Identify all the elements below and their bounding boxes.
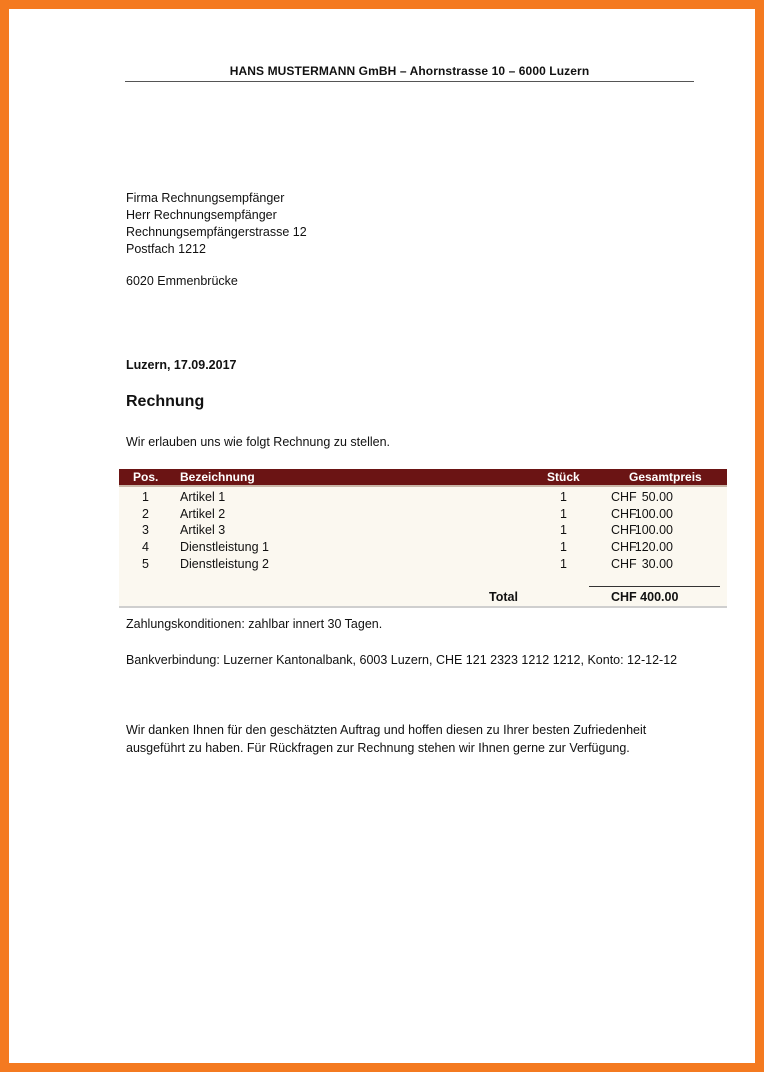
table-row xyxy=(119,490,727,506)
payment-terms: Zahlungskonditionen: zahlbar innert 30 Tagen. xyxy=(126,617,383,631)
table-row xyxy=(119,540,727,556)
table-row xyxy=(119,523,727,539)
cell-stueck: 1 xyxy=(560,557,567,571)
cell-bezeichnung: Dienstleistung 2 xyxy=(180,557,269,571)
cell-pos: 5 xyxy=(142,557,149,571)
table-row xyxy=(119,507,727,523)
col-header-gesamtpreis: Gesamtpreis xyxy=(629,470,702,484)
date-line: Luzern, 17.09.2017 xyxy=(126,358,237,372)
document-title: Rechnung xyxy=(126,393,205,410)
cell-currency: CHF xyxy=(611,507,637,521)
cell-amount: 50.00 xyxy=(641,490,673,504)
cell-amount: 100.00 xyxy=(634,523,673,537)
recipient-line: Postfach 1212 xyxy=(126,242,206,256)
cell-currency: CHF xyxy=(611,540,637,554)
cell-currency: CHF xyxy=(611,557,637,571)
recipient-line: Herr Rechnungsempfänger xyxy=(126,208,277,222)
cell-stueck: 1 xyxy=(560,490,567,504)
cell-currency: CHF xyxy=(611,490,637,504)
total-label: Total xyxy=(489,590,518,604)
recipient-line: Firma Rechnungsempfänger xyxy=(126,191,285,205)
recipient-line: Rechnungsempfängerstrasse 12 xyxy=(126,225,307,239)
closing-text: Wir danken Ihnen für den geschätzten Auftrag und hoffen diesen zu Ihrer besten Zufriedenheit ausgeführt zu haben. Für Rückfragen zur Rechnung stehen wir Ihnen gerne zur Verfügung. xyxy=(126,723,647,755)
cell-bezeichnung: Artikel 3 xyxy=(180,523,226,537)
cell-bezeichnung: Artikel 2 xyxy=(180,507,226,521)
col-header-stueck: Stück xyxy=(547,470,580,484)
header-divider xyxy=(125,81,694,82)
recipient-city: 6020 Emmenbrücke xyxy=(126,274,238,288)
table-header xyxy=(119,469,727,487)
total-divider xyxy=(589,586,720,587)
recipient-address xyxy=(126,190,307,258)
cell-pos: 4 xyxy=(142,540,149,554)
cell-amount: 120.00 xyxy=(634,540,673,554)
cell-pos: 2 xyxy=(142,507,149,521)
cell-stueck: 1 xyxy=(560,523,567,537)
cell-bezeichnung: Artikel 1 xyxy=(180,490,226,504)
cell-pos: 3 xyxy=(142,523,149,537)
intro-text: Wir erlauben uns wie folgt Rechnung zu stellen. xyxy=(126,435,391,449)
col-header-bezeichnung: Bezeichnung xyxy=(180,470,255,484)
cell-bezeichnung: Dienstleistung 1 xyxy=(180,540,269,554)
company-header: HANS MUSTERMANN GmBH – Ahornstrasse 10 – 6000 Luzern xyxy=(229,64,590,78)
table-row xyxy=(119,557,727,573)
cell-amount: 100.00 xyxy=(634,507,673,521)
cell-pos: 1 xyxy=(142,490,149,504)
cell-amount: 30.00 xyxy=(641,557,673,571)
total-value: CHF 400.00 xyxy=(611,590,679,604)
cell-stueck: 1 xyxy=(560,540,567,554)
bank-details: Bankverbindung: Luzerner Kantonalbank, 6003 Luzern, CHE 121 2323 1212 1212, Konto: 12-12-12 xyxy=(126,653,678,667)
cell-currency: CHF xyxy=(611,523,637,537)
col-header-pos: Pos. xyxy=(133,470,159,484)
cell-stueck: 1 xyxy=(560,507,567,521)
